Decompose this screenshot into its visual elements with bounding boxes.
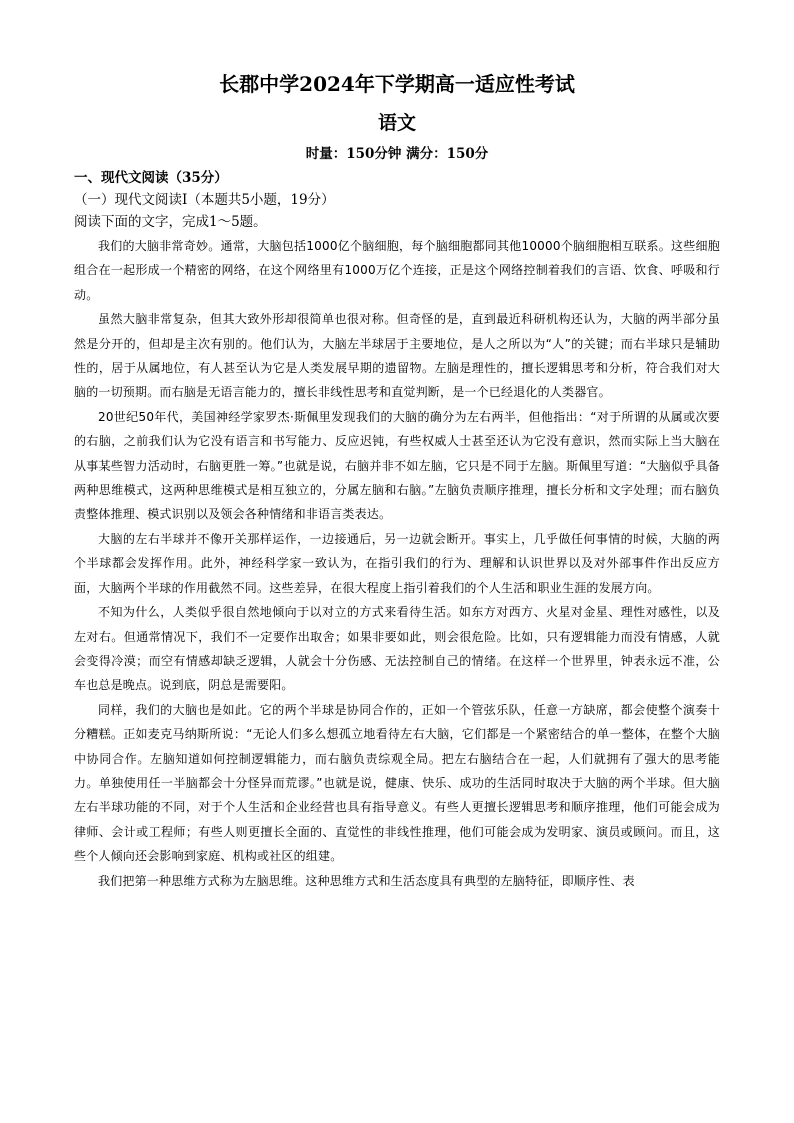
passage-paragraph: 同样，我们的大脑也是如此。它的两个半球是协同合作的，正如一个管弦乐队，任意一方缺席，都会使整个演奏十分糟糕。正如麦克马纳斯所说：“无论人们多么想孤立地看待左右大脑，它们都是一个紧密结合的单一整体，在整个大脑中协同合作。左脑知道如何控制逻辑能力，而右脑负责综观全局。把左右脑结合在一起，人们就拥有了强大的思考能力。单独使用任一半脑都会十分怪异而荒谬。”也就是说，健康、快乐、成功的生活同时取决于大脑的两个半球。但大脑左右半球功能的不同，对于个人生活和企业经营也具有指导意义。有些人更擅长逻辑思考和顺序推理，他们可能会成为律师、会计或工程师；有些人则更擅长全面的、直觉性的非线性推理，他们可能会成为发明家、演员或顾问。而且，这些个人倾向还会影响到家庭、机构或社区的组建。: [74, 702, 720, 864]
passage-paragraph: 20世纪50年代，美国神经学家罗杰·斯佩里发现我们的大脑的确分为左右两半，但他指出：“对于所谓的从属或次要的右脑，之前我们认为它没有语言和书写能力、反应迟钝，有些权威人士甚至还认为它没有意识，然而实际上当大脑在从事某些智力活动时，右脑更胜一筹。”也就是说，右脑并非不如左脑，它只是不同于左脑。斯佩里写道：“大脑似乎具备两种思维模式，这两种思维模式是相互独立的，分属左脑和右脑。”左脑负责顺序推理，擅长分析和文字处理；而右脑负责整体推理、模式识别以及领会各种情绪和非语言类表达。: [74, 409, 720, 522]
passage-paragraph: 虽然大脑非常复杂，但其大致外形却很简单也很对称。但奇怪的是，直到最近科研机构还认为，大脑的两半部分虽然是分开的，但却是主次有别的。他们认为，大脑左半球居于主要地位，是人之所以为“人”的关键；而右半球只是辅助性的，居于从属地位，有人甚至认为它是人类发展早期的遗留物。左脑是理性的，擅长逻辑思考和分析，符合我们对大脑的一切预期。而右脑是无语言能力的，擅长非线性思考和直觉判断，是一个已经退化的人类器官。: [74, 312, 720, 400]
subject-title: 语文: [377, 112, 416, 134]
passage-paragraph: 我们把第一种思维方式称为左脑思维。这种思维方式和生活态度具有典型的左脑特征，即顺序性、表: [98, 873, 635, 888]
section-heading: 一、现代文阅读（35分）: [74, 170, 228, 186]
passage-paragraph: 不知为什么，人类似乎很自然地倾向于以对立的方式来看待生活。如东方对西方、火星对金星、理性对感性，以及左对右。但通常情况下，我们不一定要作出取舍；如果非要如此，则会很危险。比如，只有逻辑能力而没有情感，人就会变得冷漠；而空有情感却缺乏逻辑，人就会十分伤感、无法控制自己的情绪。在这样一个世界里，钟表永远不准，公车也总是晚点。说到底，阴总是需要阳。: [74, 605, 720, 693]
exam-timing: 时量：150分钟 满分：150分: [305, 146, 489, 162]
reading-passage: [74, 234, 720, 893]
sub-section-heading: （一）现代文阅读Ⅰ（本题共5小题，19分）: [74, 192, 335, 208]
passage-paragraph: 我们的大脑非常奇妙。通常，大脑包括1000亿个脑细胞，每个脑细胞都同其他10000个脑细胞相互联系。这些细胞组合在一起形成一个精密的网络，在这个网络里有1000万亿个连接，正是这个网络控制着我们的言语、饮食、呼吸和行动。: [74, 239, 720, 302]
exam-title: 长郡中学2024年下学期高一适应性考试: [219, 72, 575, 96]
reading-instruction: 阅读下面的文字，完成1～5题。: [74, 214, 267, 230]
passage-paragraph: 大脑的左右半球并不像开关那样运作，一边接通后，另一边就会断开。事实上，几乎做任何事情的时候，大脑的两个半球都会发挥作用。此外，神经科学家一致认为，在指引我们的行为、理解和认识世界以及对外部事件作出反应方面，大脑两个半球的作用截然不同。这些差异，在很大程度上指引着我们的个人生活和职业生涯的发展方向。: [74, 531, 720, 595]
